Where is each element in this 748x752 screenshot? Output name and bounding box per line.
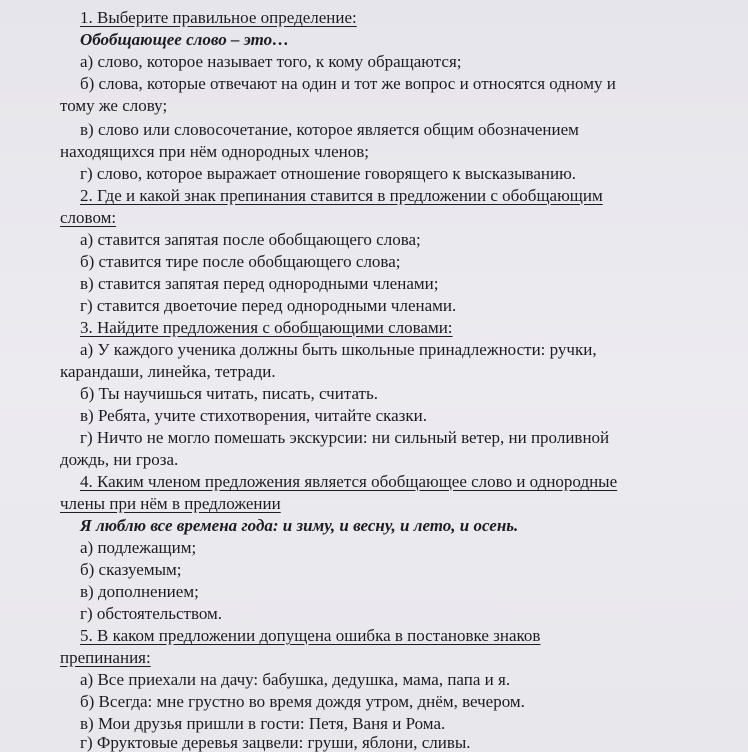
question-4-prompt: Я люблю все времена года: и зиму, и весну, и лето, и осень. xyxy=(80,516,519,535)
question-4-option-c: в) дополнением; xyxy=(80,582,199,601)
question-4-title-cont: члены при нём в предложении xyxy=(60,494,281,513)
question-1-option-c-cont: находящихся при нём однородных членов; xyxy=(60,142,369,161)
question-1-option-d: г) слово, которое выражает отношение говорящего к высказыванию. xyxy=(80,164,577,183)
question-2-title: 2. Где и какой знак препинания ставится в предложении с обобщающим xyxy=(80,186,603,205)
question-3-option-d-cont: дождь, ни гроза. xyxy=(60,450,179,469)
question-5-option-d: г) Фруктовые деревья зацвели: груши, яблони, сливы. xyxy=(80,733,471,752)
question-4-option-a: а) подлежащим; xyxy=(80,538,197,557)
question-5-title: 5. В каком предложении допущена ошибка в постановке знаков xyxy=(80,626,541,645)
question-4-option-d: г) обстоятельством. xyxy=(80,604,223,623)
question-5-option-a: а) Все приехали на дачу: бабушка, дедушка, мама, папа и я. xyxy=(80,670,511,689)
question-2-option-b: б) ставится тире после обобщающего слова; xyxy=(80,252,401,271)
question-1-option-b: б) слова, которые отвечают на один и тот же вопрос и относятся одному и xyxy=(80,74,616,93)
question-3-option-b: б) Ты научишься читать, писать, считать. xyxy=(80,384,378,403)
question-3-title: 3. Найдите предложения с обобщающими словами: xyxy=(80,318,453,337)
question-5-option-c: в) Мои друзья пришли в гости: Петя, Ваня и Рома. xyxy=(80,714,446,733)
question-1-prompt: Обобщающее слово – это… xyxy=(80,30,290,49)
question-2-option-a: а) ставится запятая после обобщающего слова; xyxy=(80,230,421,249)
question-2-title-cont: словом: xyxy=(60,208,117,227)
question-5-option-b: б) Всегда: мне грустно во время дождя утром, днём, вечером. xyxy=(80,692,525,711)
question-4-option-b: б) сказуемым; xyxy=(80,560,182,579)
question-3-option-c: в) Ребята, учите стихотворения, читайте сказки. xyxy=(80,406,427,425)
question-3-option-a-cont: карандаши, линейка, тетради. xyxy=(60,362,276,381)
question-1-option-b-cont: тому же слову; xyxy=(60,96,168,115)
question-1-option-a: а) слово, которое называет того, к кому обращаются; xyxy=(80,52,462,71)
question-1-option-c: в) слово или словосочетание, которое является общим обозначением xyxy=(80,120,579,139)
question-4-title: 4. Каким членом предложения является обобщающее слово и однородные xyxy=(80,472,618,491)
question-3-option-a: а) У каждого ученика должны быть школьные принадлежности: ручки, xyxy=(80,340,597,359)
question-2-option-c: в) ставится запятая перед однородными членами; xyxy=(80,274,439,293)
question-5-title-cont: препинания: xyxy=(60,648,151,667)
question-1-title: 1. Выберите правильное определение: xyxy=(80,8,357,27)
question-3-option-d: г) Ничто не могло помешать экскурсии: ни сильный ветер, ни проливной xyxy=(80,428,610,447)
question-2-option-d: г) ставится двоеточие перед однородными членами. xyxy=(80,296,457,315)
